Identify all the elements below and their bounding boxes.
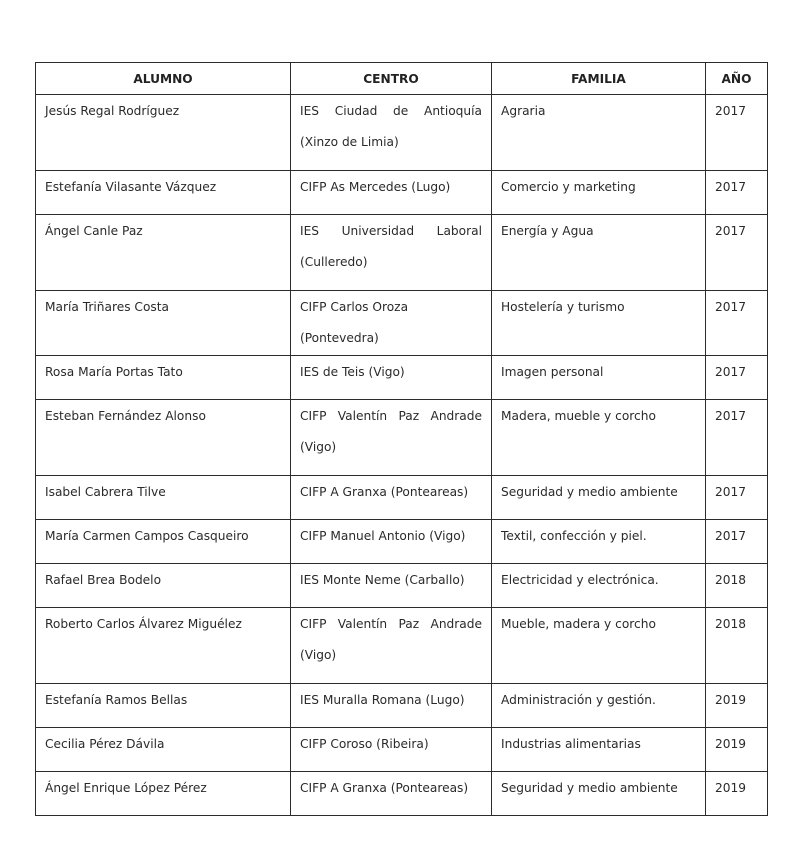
cell-familia: Seguridad y medio ambiente xyxy=(492,772,706,816)
cell-anio: 2017 xyxy=(706,400,768,476)
cell-anio: 2018 xyxy=(706,608,768,684)
cell-centro: CIFP A Granxa (Ponteareas) xyxy=(291,772,492,816)
table-row xyxy=(36,95,768,171)
cell-centro: CIFP Coroso (Ribeira) xyxy=(291,728,492,772)
cell-centro: CIFP Manuel Antonio (Vigo) xyxy=(291,520,492,564)
cell-alumno: Cecilia Pérez Dávila xyxy=(36,728,291,772)
table-row xyxy=(36,564,768,608)
table-row xyxy=(36,215,768,291)
cell-centro: CIFP A Granxa (Ponteareas) xyxy=(291,476,492,520)
cell-alumno: María Triñares Costa xyxy=(36,291,291,356)
cell-alumno: Rafael Brea Bodelo xyxy=(36,564,291,608)
cell-alumno: Esteban Fernández Alonso xyxy=(36,400,291,476)
header-centro: CENTRO xyxy=(291,63,492,95)
table-row xyxy=(36,476,768,520)
table-row xyxy=(36,291,768,356)
table-row xyxy=(36,684,768,728)
table-row xyxy=(36,772,768,816)
cell-anio: 2017 xyxy=(706,95,768,171)
cell-familia: Industrias alimentarias xyxy=(492,728,706,772)
header-alumno: ALUMNO xyxy=(36,63,291,95)
table-row xyxy=(36,608,768,684)
cell-anio: 2017 xyxy=(706,291,768,356)
cell-centro: CIFP Carlos Oroza (Pontevedra) xyxy=(291,291,492,356)
cell-familia: Energía y Agua xyxy=(492,215,706,291)
cell-anio: 2019 xyxy=(706,772,768,816)
cell-centro: IES de Teis (Vigo) xyxy=(291,356,492,400)
cell-familia: Mueble, madera y corcho xyxy=(492,608,706,684)
cell-familia: Comercio y marketing xyxy=(492,171,706,215)
table-row xyxy=(36,356,768,400)
cell-alumno: María Carmen Campos Casqueiro xyxy=(36,520,291,564)
cell-alumno: Isabel Cabrera Tilve xyxy=(36,476,291,520)
cell-anio: 2018 xyxy=(706,564,768,608)
cell-centro: CIFP As Mercedes (Lugo) xyxy=(291,171,492,215)
cell-anio: 2017 xyxy=(706,476,768,520)
table-row xyxy=(36,728,768,772)
cell-anio: 2017 xyxy=(706,520,768,564)
cell-anio: 2017 xyxy=(706,356,768,400)
cell-familia: Hostelería y turismo xyxy=(492,291,706,356)
cell-familia: Administración y gestión. xyxy=(492,684,706,728)
header-anio: AÑO xyxy=(706,63,768,95)
cell-alumno: Roberto Carlos Álvarez Miguélez xyxy=(36,608,291,684)
cell-familia: Electricidad y electrónica. xyxy=(492,564,706,608)
header-row xyxy=(36,63,768,95)
cell-centro: IES Muralla Romana (Lugo) xyxy=(291,684,492,728)
cell-familia: Textil, confección y piel. xyxy=(492,520,706,564)
table-row xyxy=(36,520,768,564)
cell-familia: Madera, mueble y corcho xyxy=(492,400,706,476)
cell-alumno: Ángel Enrique López Pérez xyxy=(36,772,291,816)
cell-alumno: Rosa María Portas Tato xyxy=(36,356,291,400)
cell-familia: Agraria xyxy=(492,95,706,171)
cell-anio: 2017 xyxy=(706,215,768,291)
cell-familia: Imagen personal xyxy=(492,356,706,400)
cell-anio: 2019 xyxy=(706,684,768,728)
cell-familia: Seguridad y medio ambiente xyxy=(492,476,706,520)
header-familia: FAMILIA xyxy=(492,63,706,95)
cell-alumno: Jesús Regal Rodríguez xyxy=(36,95,291,171)
cell-anio: 2019 xyxy=(706,728,768,772)
cell-centro: CIFP Valentín Paz Andrade (Vigo) xyxy=(291,608,492,684)
cell-alumno: Ángel Canle Paz xyxy=(36,215,291,291)
cell-centro: IES Ciudad de Antioquía (Xinzo de Limia) xyxy=(291,95,492,171)
cell-alumno: Estefanía Vilasante Vázquez xyxy=(36,171,291,215)
table-row xyxy=(36,400,768,476)
cell-alumno: Estefanía Ramos Bellas xyxy=(36,684,291,728)
students-table xyxy=(35,62,768,816)
cell-centro: IES Universidad Laboral (Culleredo) xyxy=(291,215,492,291)
cell-anio: 2017 xyxy=(706,171,768,215)
cell-centro: IES Monte Neme (Carballo) xyxy=(291,564,492,608)
table-row xyxy=(36,171,768,215)
cell-centro: CIFP Valentín Paz Andrade (Vigo) xyxy=(291,400,492,476)
